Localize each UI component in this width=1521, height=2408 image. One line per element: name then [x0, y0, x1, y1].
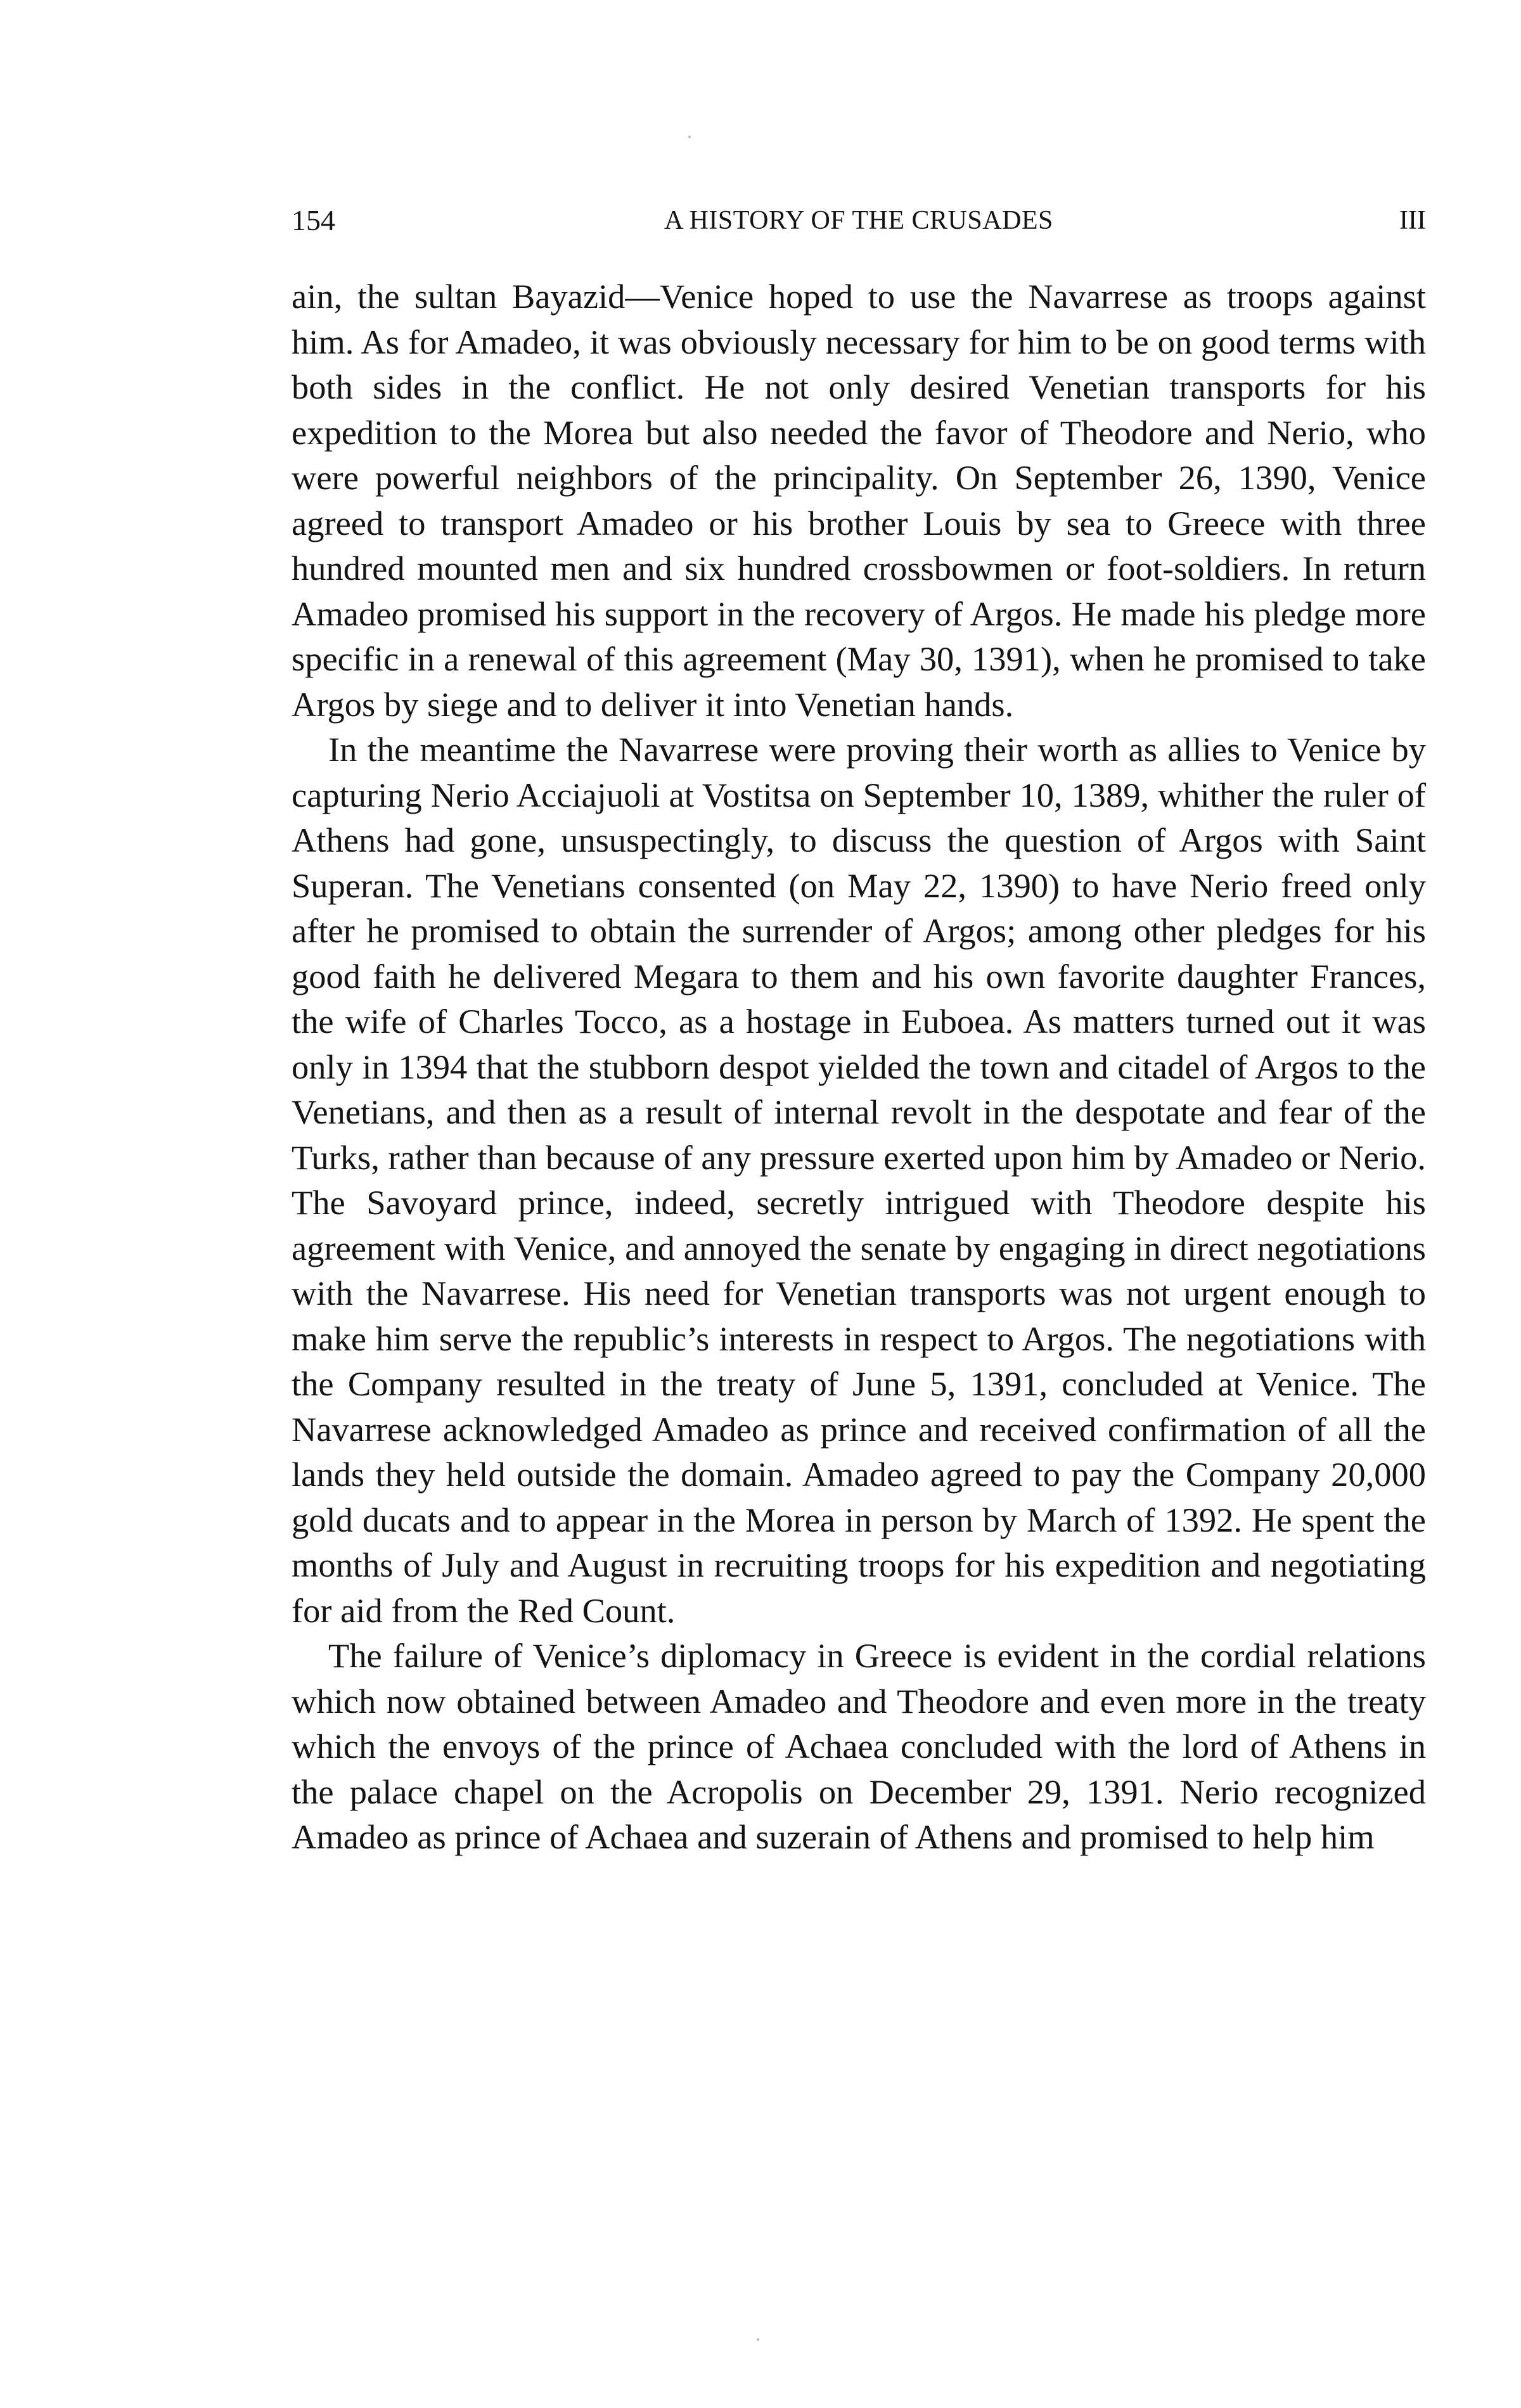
volume-number: III	[1399, 206, 1426, 235]
scan-speck	[757, 2338, 759, 2341]
paragraph-continued: ain, the sultan Bayazid—Venice hoped to use the Navarrese as troops against him. As for Amadeo, it was obviously necessary for him to be on good terms with both sides in the conflict. He not only desired Venetian transports for his expedition to the Morea but also needed the favor of Theodore and Nerio, who were powerful neighbors of the principality. On September 26, 1390, Venice agreed to transport Amadeo or his brother Louis by sea to Greece with three hundred mounted men and six hundred crossbowmen or foot-soldiers. In return Amadeo promised his support in the recovery of Argos. He made his pledge more specific in a renewal of this agreement (May 30, 1391), when he promised to take Argos by siege and to deliver it into Venetian hands.	[292, 277, 1426, 724]
body-text	[292, 274, 1426, 1860]
paragraph-venice-diplomacy: The failure of Venice’s diplomacy in Greece is evident in the cordial relations which now obtained between Amadeo and Theodore and even more in the treaty which the envoys of the prince of Achaea concluded with the lord of Athens in the palace chapel on the Acropolis on December 29, 1391. Nerio recognized Amadeo as prince of Achaea and suzerain of Athens and promised to help him	[292, 1636, 1426, 1856]
paragraph-navarrese-capture: In the meantime the Navarrese were proving their worth as allies to Venice by capturing Nerio Acciajuoli at Vostitsa on September 10, 1389, whither the ruler of Athens had gone, unsuspectingly, to discuss the question of Argos with Saint Superan. The Venetians consented (on May 22, 1390) to have Nerio freed only after he promised to obtain the surrender of Argos; among other pledges for his good faith he delivered Megara to them and his own favorite daughter Frances, the wife of Charles Tocco, as a hostage in Euboea. As matters turned out it was only in 1394 that the stubborn despot yielded the town and citadel of Argos to the Venetians, and then as a result of internal revolt in the despotate and fear of the Turks, rather than because of any pressure exerted upon him by Amadeo or Nerio. The Savoyard prince, indeed, secretly intrigued with Theodore despite his agreement with Venice, and annoyed the senate by engaging in direct negotiations with the Navarrese. His need for Venetian transports was not urgent enough to make him serve the republic’s interests in respect to Argos. The negotiations with the Company resulted in the treaty of June 5, 1391, concluded at Venice. The Navarrese acknowledged Amadeo as prince and received confirmation of all the lands they held outside the domain. Amadeo agreed to pay the Company 20,000 gold ducats and to appear in the Morea in person by March of 1392. He spent the months of July and August in recruiting troops for his expedition and negotiating for aid from the Red Count.	[292, 730, 1426, 1630]
running-head	[292, 202, 1426, 240]
page-number: 154	[292, 204, 335, 236]
scan-speck	[688, 136, 691, 138]
running-title: A HISTORY OF THE CRUSADES	[664, 206, 1053, 235]
